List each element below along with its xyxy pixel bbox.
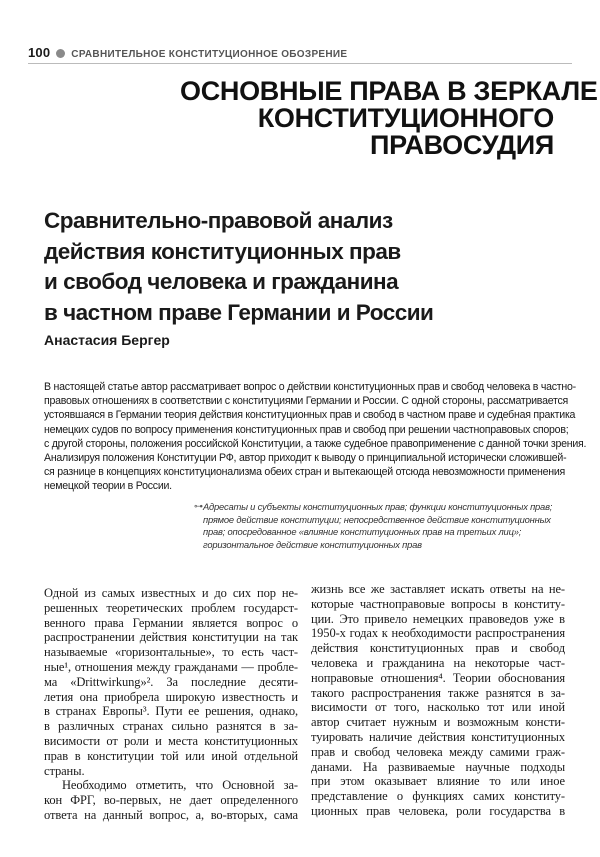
article-title-line: Сравнительно-правовой анализ bbox=[44, 208, 393, 233]
body-column-left bbox=[44, 586, 298, 823]
body-line: висимости от роли и места конституционных bbox=[44, 733, 298, 748]
body-line: называемые «горизонтальные», то есть част- bbox=[44, 645, 298, 660]
body-line: Необходимо отметить, что Основной за- bbox=[62, 778, 298, 793]
keywords-line: прямое действие конституции; непосредственное действие конституционных bbox=[203, 513, 551, 525]
body-line: венного права Германии является вопрос о bbox=[44, 615, 298, 630]
section-title-line: ПРАВОСУДИЯ bbox=[370, 130, 554, 160]
article-title bbox=[44, 206, 564, 328]
keywords-line: горизонтальное действие конституционных прав bbox=[203, 538, 422, 550]
abstract-line: с другой стороны, положения российской Конституции, а также судебное правоприменение с данной точки зрения. bbox=[44, 437, 587, 450]
body-line: которые частноправовые вопросы в конститу- bbox=[311, 596, 565, 611]
body-line: распространении действия конституции на так bbox=[44, 630, 298, 645]
section-title-line: ОСНОВНЫЕ ПРАВА В ЗЕРКАЛЕ bbox=[180, 76, 598, 106]
article-title-line: и свобод человека и гражданина bbox=[44, 269, 399, 295]
body-line: человека и гражданина на некоторые част- bbox=[311, 655, 565, 670]
body-line: ноправовые отношения⁴. Теории обоснования bbox=[311, 670, 565, 685]
body-line: ответа на данный вопрос, а, во-вторых, сама bbox=[44, 807, 298, 822]
body-line: решенных теоретических проблем государст- bbox=[44, 600, 298, 615]
body-line: автор считает нужным и возможным консти- bbox=[311, 715, 565, 730]
body-line: в различных странах сильно разнятся в за- bbox=[44, 719, 298, 734]
body-line: ные¹, отношения между гражданами — пробле- bbox=[44, 659, 298, 674]
body-line: данами. На развиваемые научные подходы bbox=[311, 759, 565, 774]
section-title bbox=[180, 76, 598, 160]
body-line: жизнь все же заставляет искать ответы на не- bbox=[311, 582, 565, 596]
body-line: ции. Это привело немецких правоведов уже в bbox=[311, 611, 565, 626]
body-line: в странах Европы³. Пути ее решения, однако, bbox=[44, 704, 298, 719]
body-line: кон ФРГ, во-первых, не дает определенного bbox=[44, 793, 298, 808]
keywords bbox=[203, 501, 565, 551]
abstract-line: Анализируя положения Конституции РФ, автор приходит к выводу о принципиальной исторически сложившей- bbox=[44, 452, 567, 465]
body-line: ционных прав человека, роли государства в bbox=[311, 803, 565, 818]
abstract-line: немецкой теории в России. bbox=[44, 480, 172, 493]
body-line: Одной из самых известных и до сих пор не- bbox=[44, 586, 298, 600]
body-line: висимости от того, насколько тот или иной bbox=[311, 700, 565, 715]
body-line: при этом оказывает влияние то или иное bbox=[311, 774, 565, 789]
page-number: 100 bbox=[28, 45, 51, 60]
body-column-right bbox=[311, 582, 565, 819]
journal-title: СРАВНИТЕЛЬНОЕ КОНСТИТУЦИОННОЕ ОБОЗРЕНИЕ bbox=[71, 49, 348, 60]
section-title-line: КОНСТИТУЦИОННОГО bbox=[257, 103, 554, 133]
body-line: 1950-х годах к необходимости распространения bbox=[311, 626, 565, 641]
header-rule bbox=[28, 63, 572, 64]
abstract-line: ся разнице в концепциях конституционализма обеих стран и вытекающей отсюда невозможности применения bbox=[44, 466, 565, 479]
running-header bbox=[28, 44, 572, 58]
abstract-line: немецких судов по вопросу применения конституционных прав и свобод при решении частноправовых споров; bbox=[44, 423, 569, 436]
abstract-line: В настоящей статье автор рассматривает вопрос о действии конституционных прав и свобод человека в частно- bbox=[44, 381, 576, 393]
body-line: ма «Drittwirkung»². За последние десяти- bbox=[44, 674, 298, 689]
article-title-line: действия конституционных прав bbox=[44, 238, 401, 264]
body-line: летия она приобрела широкую известность и bbox=[44, 689, 298, 704]
body-line: страны. bbox=[44, 763, 85, 778]
bullet-dot-icon bbox=[56, 49, 65, 58]
body-line: прав в конституции той или иной отдельной bbox=[44, 748, 298, 763]
abstract-line: устоявшаяся в Германии теория действия конституционных прав и свобод в частном праве и судебная практика bbox=[44, 409, 576, 422]
article-title-line: в частном праве Германии и России bbox=[44, 299, 434, 325]
keywords-line: Адресаты и субъекты конституционных прав; функции конституционных прав; bbox=[203, 501, 553, 512]
author-name: Анастасия Бергер bbox=[44, 332, 170, 348]
body-line: действия конституционных прав и свобод bbox=[311, 641, 565, 656]
key-icon: ⊶ bbox=[194, 502, 203, 512]
body-line: туировать наличие действия конституционных bbox=[311, 729, 565, 744]
abstract-line: правовых отношениях в соответствии с конституциями Германии и России. С одной стороны, рассматривается bbox=[44, 395, 569, 408]
keywords-line: прав; опосредованное «влияние конституционных прав на третьих лиц»; bbox=[203, 526, 522, 538]
body-line: такого распространения также разнятся в за- bbox=[311, 685, 565, 700]
body-line: прав и свобод человека между самими граж- bbox=[311, 744, 565, 759]
abstract bbox=[44, 380, 587, 494]
body-line: представление о функциях самих конститу- bbox=[311, 789, 565, 804]
